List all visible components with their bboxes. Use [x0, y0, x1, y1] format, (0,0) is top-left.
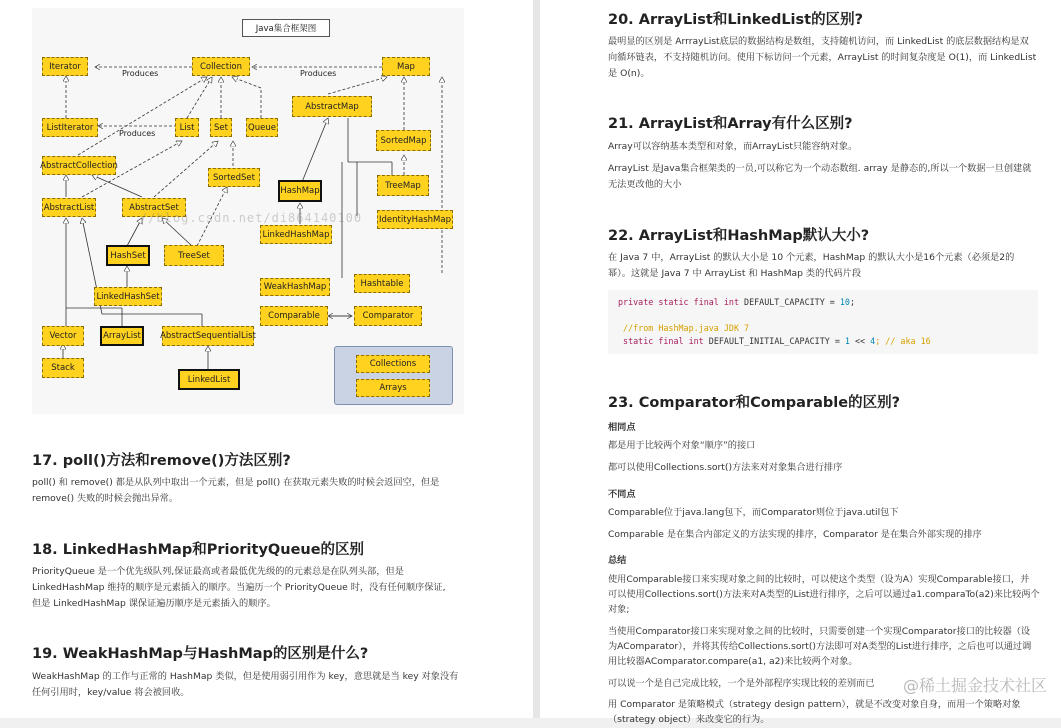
same-line-2: 都可以使用Collections.sort()方法来对对象集合进行排序	[608, 462, 843, 473]
same-label: 相同点	[608, 422, 636, 433]
left-page	[0, 0, 533, 718]
same-line-1: 都是用于比较两个对象“顺序”的接口	[608, 440, 756, 451]
q17-line-2: remove() 失败的时候会抛出异常。	[32, 493, 179, 504]
set-box: Set	[210, 118, 232, 137]
page-gutter	[533, 0, 540, 718]
arraylist-box: ArrayList	[100, 326, 144, 346]
diagram-watermark: //blog.csdn.net/di864140100	[140, 211, 363, 225]
q22-title: 22. ArrayList和HashMap默认大小?	[608, 228, 870, 244]
linkedhashmap-box: LinkedHashMap	[260, 225, 332, 244]
summary-line-6: 用比较器AComparator.compare(a1, a2)来比较两个对象。	[608, 656, 858, 667]
code-line-3: static final int DEFAULT_INITIAL_CAPACITY = 1 << 4; // aka 16	[623, 336, 931, 346]
q21-para-1: Array可以容纳基本类型和对象，而ArrayList只能容纳对象。	[608, 141, 858, 152]
hashset-box: HashSet	[106, 245, 150, 266]
q18-title: 18. LinkedHashMap和PriorityQueue的区别	[32, 542, 365, 558]
sortedmap-box: SortedMap	[376, 130, 431, 151]
summary-line-7: 可以说一个是自己完成比较，一个是外部程序实现比较的差别而已	[608, 678, 875, 689]
summary-label: 总结	[608, 555, 627, 566]
code-line-1: private static final int DEFAULT_CAPACITY = 10;	[618, 297, 855, 307]
abstractcollection-box: AbstractCollection	[42, 156, 116, 175]
q17-title: 17. poll()方法和remove()方法区别?	[32, 453, 291, 469]
linkedlist-box: LinkedList	[178, 369, 240, 390]
vector-box: Vector	[42, 326, 84, 346]
queue-box: Queue	[246, 118, 278, 137]
q21-para-2-line-2: 无法更改他的大小	[608, 179, 682, 190]
hashtable-box: Hashtable	[354, 274, 410, 293]
java-collection-framework-diagram	[32, 8, 464, 414]
diagram-title: Java集合框架图	[242, 19, 330, 37]
iterator-box: Iterator	[42, 57, 88, 76]
comparable-box: Comparable	[260, 306, 328, 326]
produces-label-3: Produces	[119, 129, 156, 138]
collections-box: Collections	[356, 355, 430, 373]
collection-box: Collection	[192, 57, 250, 76]
q20-line-2: 向循环链表，不支持随机访问。使用下标访问一个元素，ArrayList 的时间复杂度是 O(1)，而 LinkedList	[608, 52, 1037, 63]
summary-line-3: 对象;	[608, 604, 630, 615]
q18-line-3: 但是 LinkedHashMap 课保证遍历顺序是元素插入的顺序。	[32, 598, 276, 609]
stack-box: Stack	[42, 358, 84, 378]
hashmap-box: HashMap	[278, 180, 322, 202]
code-snippet	[608, 290, 1038, 354]
q17-line-1: poll() 和 remove() 都是从队列中取出一个元素，但是 poll() 在获取元素失败的时候会返回空，但是	[32, 477, 440, 488]
right-page	[540, 0, 1061, 725]
summary-line-8: 用 Comparator 是策略模式（strategy design pattern），就是不改变对象自身，而用一个策略对象	[608, 699, 1021, 710]
list-box: List	[175, 118, 199, 137]
q20-line-3: 是 O(n)。	[608, 68, 650, 79]
diff-label: 不同点	[608, 489, 636, 500]
q23-title: 23. Comparator和Comparable的区别?	[608, 395, 900, 411]
diff-line-2: Comparable 是在集合内部定义的方法实现的排序，Comparator 是在集合外部实现的排序	[608, 529, 982, 540]
code-line-blank	[618, 309, 1028, 322]
diff-line-1: Comparable位于java.lang包下，而Comparator则位于java.util包下	[608, 507, 899, 518]
juejin-watermark: @稀土掘金技术社区	[902, 676, 1047, 695]
produces-label-1: Produces	[122, 69, 159, 78]
q20-line-1: 最明显的区别是 ArrrayList底层的数据结构是数组，支持随机访问，而 LinkedList 的底层数据结构是双	[608, 36, 1029, 47]
treeset-box: TreeSet	[164, 245, 224, 266]
map-box: Map	[382, 57, 430, 76]
code-line-2: //from HashMap.java JDK 7	[623, 323, 750, 333]
abstractmap-box: AbstractMap	[292, 96, 372, 117]
summary-line-2: 可以使用Collections.sort()方法来对A类型的List进行排序，之后可以通过a1.comparaTo(a2)来比较两个	[608, 589, 1040, 600]
summary-line-5: 为AComparator），并将其传给Collections.sort()方法即可对A类型的List进行排序，之后也可以通过调	[608, 641, 1032, 652]
q21-title: 21. ArrayList和Array有什么区别?	[608, 116, 853, 132]
q22-line-1: 在 Java 7 中，ArrayList 的默认大小是 10 个元素，HashMap 的默认大小是16个元素（必须是2的	[608, 252, 1015, 263]
summary-line-1: 使用Comparable接口来实现对象之间的比较时，可以使这个类型（设为A）实现Comparable接口，并	[608, 574, 1030, 585]
identityhashmap-box: IdentityHashMap	[377, 210, 453, 229]
abstractsequentiallist-box: AbstractSequentialList	[162, 326, 254, 346]
q21-para-2-line-1: ArrayList 是Java集合框架类的一员,可以称它为一个动态数组. array 是静态的,所以一个数据一旦创建就	[608, 163, 1032, 174]
sortedset-box: SortedSet	[208, 168, 260, 187]
summary-line-9: （strategy object）来改变它的行为。	[608, 714, 770, 725]
treemap-box: TreeMap	[377, 175, 429, 196]
arrays-box: Arrays	[356, 379, 430, 397]
q18-line-2: LinkedHashMap 维持的顺序是元素插入的顺序。当遍历一个 PriorityQueue 时，没有任何顺序保证,	[32, 582, 446, 593]
q19-line-2: 任何引用时，key/value 将会被回收。	[32, 687, 190, 698]
q19-title: 19. WeakHashMap与HashMap的区别是什么?	[32, 646, 369, 662]
comparator-box: Comparator	[354, 306, 422, 326]
q20-title: 20. ArrayList和LinkedList的区别?	[608, 12, 864, 28]
weakhashmap-box: WeakHashMap	[260, 278, 330, 296]
q18-line-1: PriorityQueue 是一个优先级队列,保证最高或者最低优先级的的元素总是在队列头部，但是	[32, 566, 404, 577]
abstractlist-box: AbstractList	[42, 198, 96, 217]
q19-line-1: WeakHashMap 的工作与正常的 HashMap 类似，但是使用弱引用作为 key，意思就是当 key 对象没有	[32, 671, 459, 682]
produces-label-2: Produces	[300, 69, 337, 78]
summary-line-4: 当使用Comparator接口来实现对象之间的比较时，只需要创建一个实现Comparator接口的比较器（设	[608, 626, 1031, 637]
q22-line-2: 幂）。这就是 Java 7 中 ArrayList 和 HashMap 类的代码片段	[608, 268, 862, 279]
abstractset-box: AbstractSet	[122, 198, 186, 217]
listiterator-box: ListIterator	[42, 118, 98, 137]
linkedhashset-box: LinkedHashSet	[94, 287, 162, 306]
